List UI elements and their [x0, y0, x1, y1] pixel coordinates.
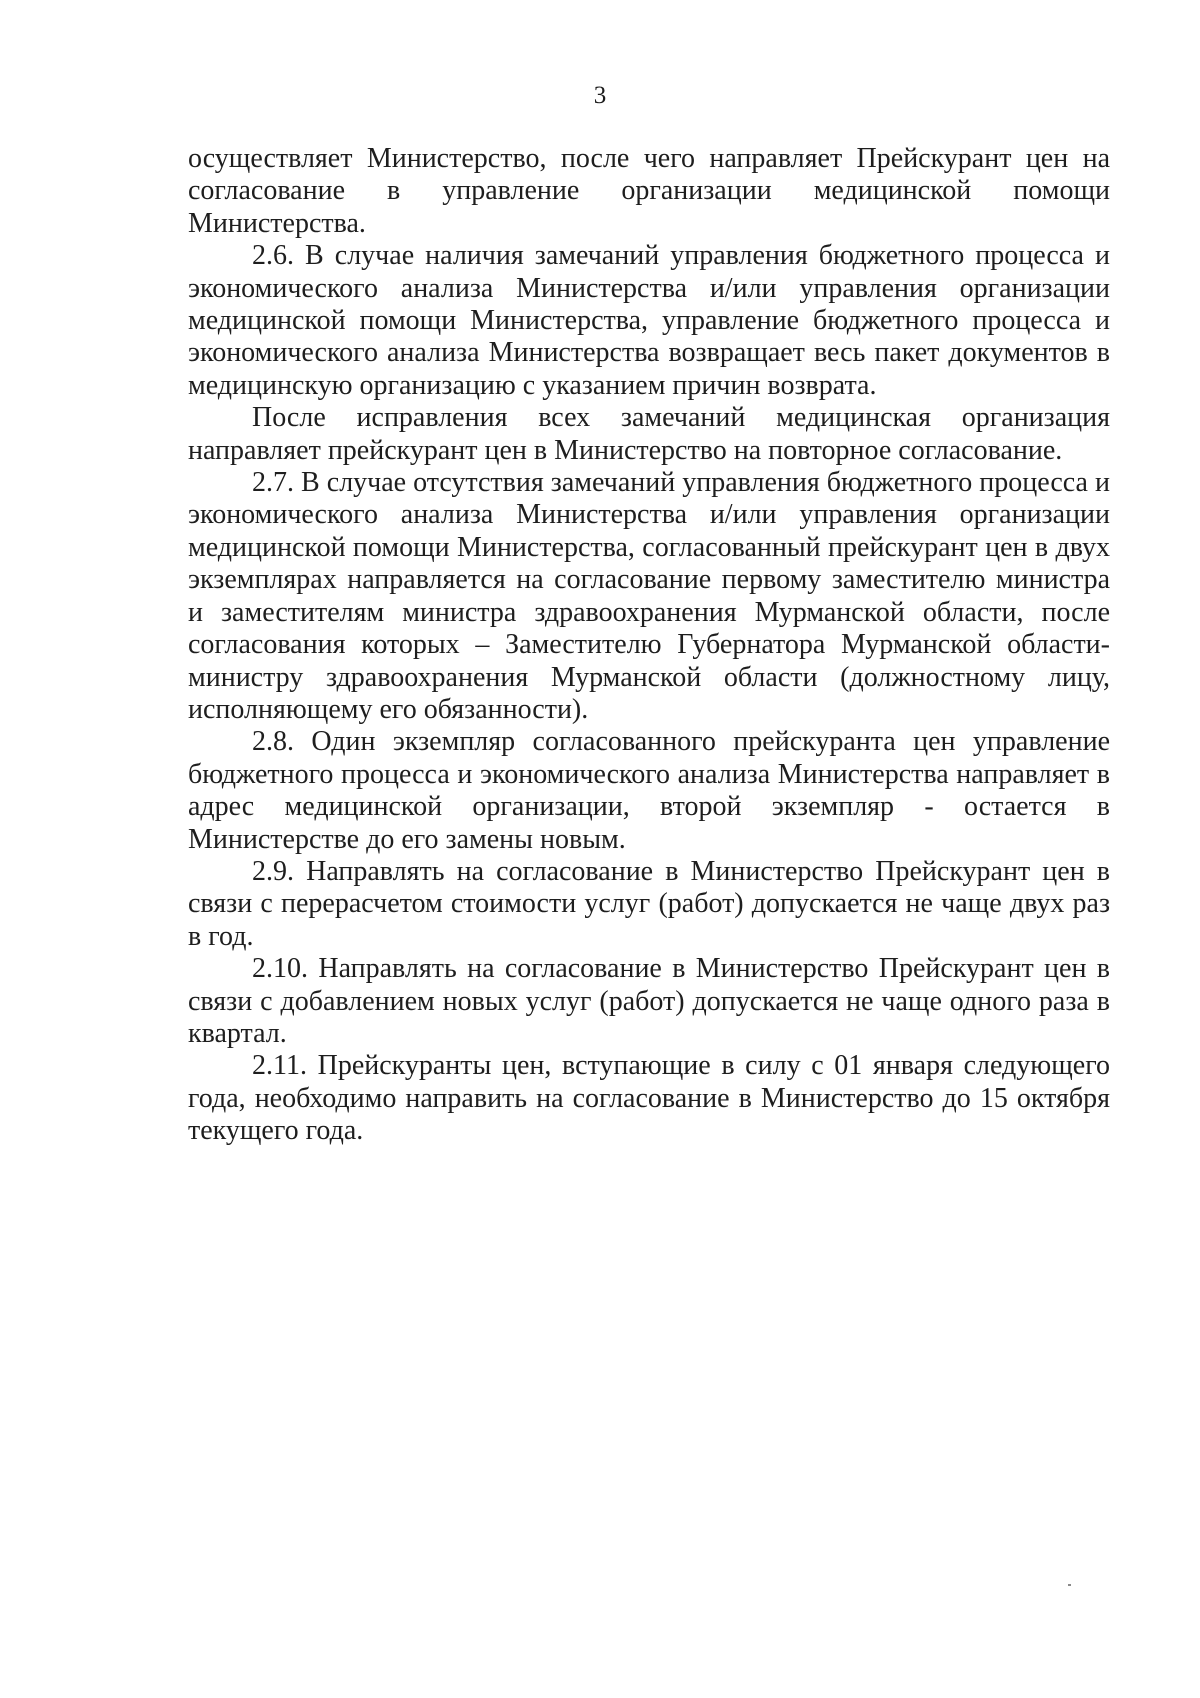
document-body	[188, 143, 1110, 1148]
page-number: 3	[593, 82, 607, 109]
paragraph-2-6: 2.6. В случае наличия замечаний управления бюджетного процесса и экономического анализа Министерства и/или управления организации медицинской помощи Министерства, управление бюджетного процесса и экономического анализа Министерства возвращает весь пакет документов в медицинскую организацию с указанием причин возврата.	[188, 240, 1110, 401]
scan-speck	[1068, 1584, 1071, 1586]
paragraph-2-8: 2.8. Один экземпляр согласованного прейскуранта цен управление бюджетного процесса и экономического анализа Министерства направляет в адрес медицинской организации, второй экземпляр - остается в Министерстве до его замены новым.	[188, 726, 1110, 855]
paragraph-continuation: осуществляет Министерство, после чего направляет Прейскурант цен на согласование в управление организации медицинской помощи Министерства.	[188, 143, 1110, 239]
paragraph-2-6-followup: После исправления всех замечаний медицинская организация направляет прейскурант цен в Министерство на повторное согласование.	[188, 402, 1110, 466]
paragraph-2-7: 2.7. В случае отсутствия замечаний управления бюджетного процесса и экономического анализа Министерства и/или управления организации медицинской помощи Министерства, согласованный прейскурант цен в двух экземплярах направляется на согласование первому заместителю министра и заместителям министра здравоохранения Мурманской области, после согласования которых – Заместителю Губернатора Мурманской области-министру здравоохранения Мурманской области (должностному лицу, исполняющему его обязанности).	[188, 467, 1110, 725]
paragraph-2-10: 2.10. Направлять на согласование в Министерство Прейскурант цен в связи с добавлением новых услуг (работ) допускается не чаще одного раза в квартал.	[188, 953, 1110, 1049]
paragraph-2-11: 2.11. Прейскуранты цен, вступающие в силу с 01 января следующего года, необходимо направить на согласование в Министерство до 15 октября текущего года.	[188, 1050, 1110, 1147]
paragraph-2-9: 2.9. Направлять на согласование в Министерство Прейскурант цен в связи с перерасчетом стоимости услуг (работ) допускается не чаще двух раз в год.	[188, 855, 1110, 952]
